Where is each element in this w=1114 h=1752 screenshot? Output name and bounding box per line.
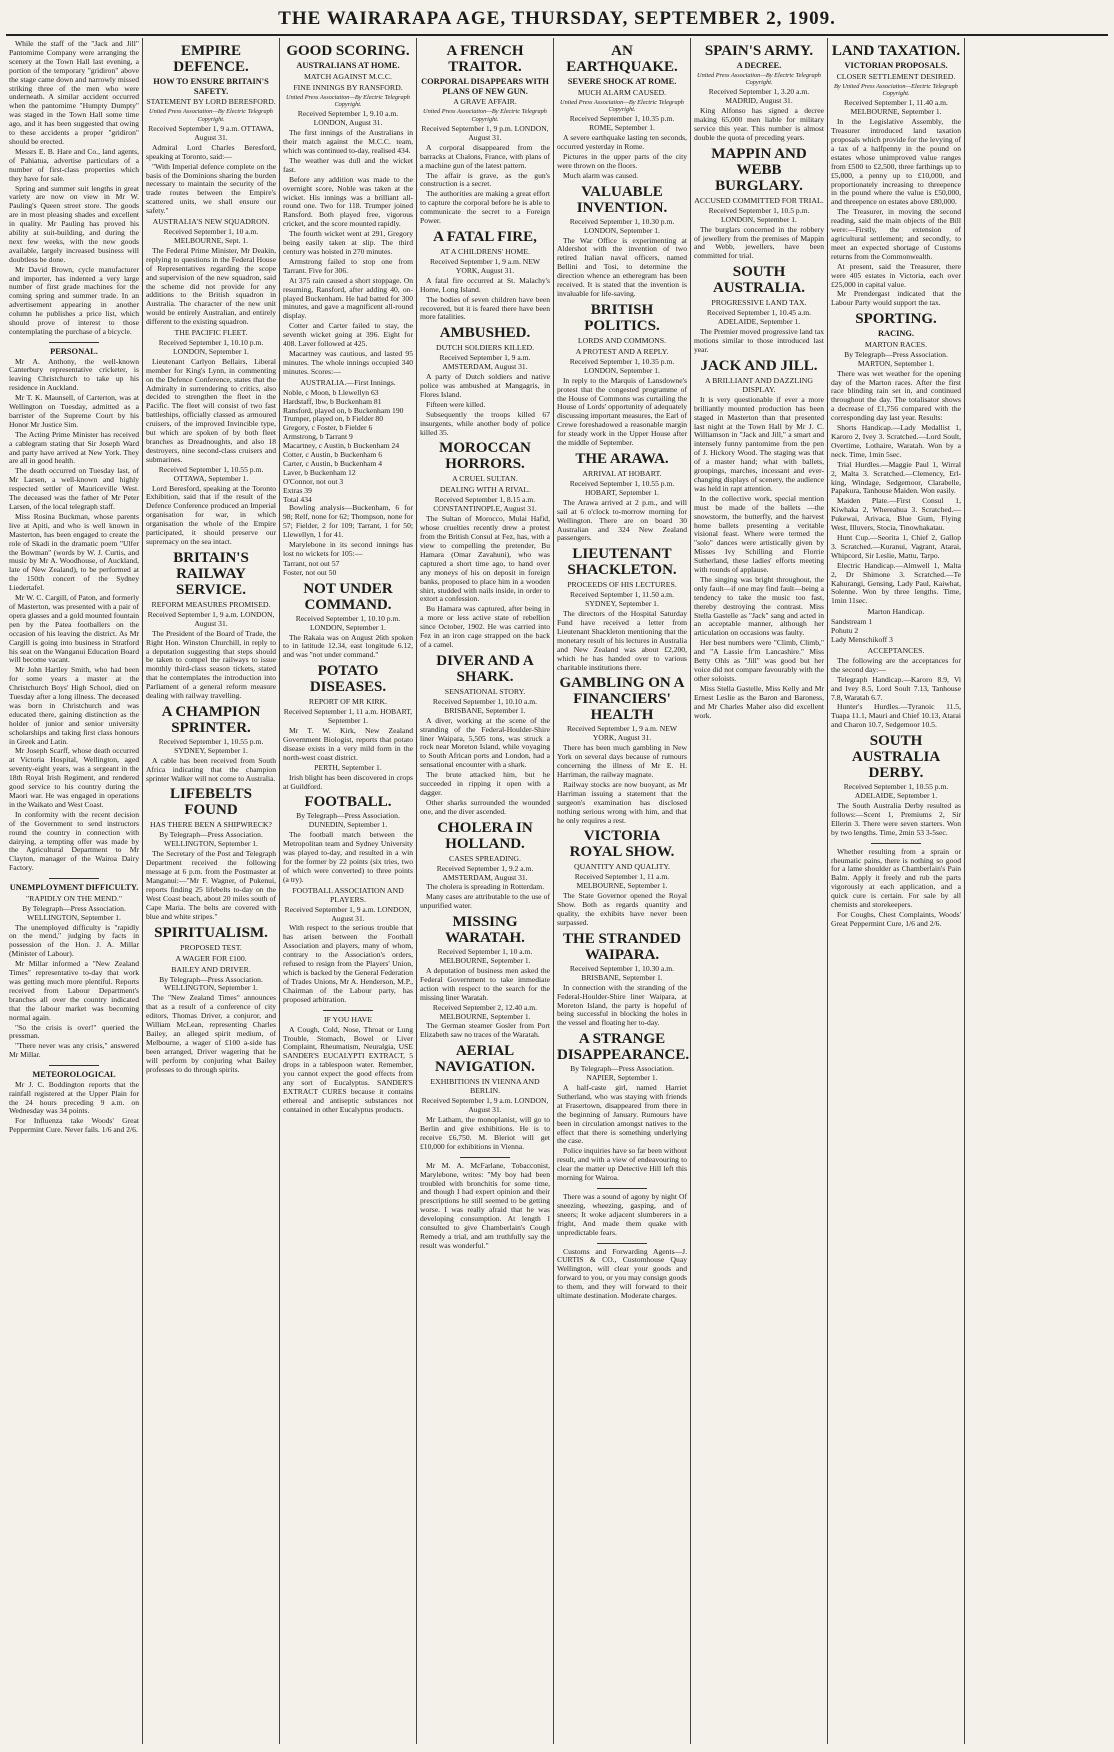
paragraph: Mr T. W. Kirk, New Zealand Government Biologist, reports that potato disease exists in a very mild form in the north-west coast district. — [283, 726, 413, 762]
dateline: Received September 1, 11 a.m. HOBART, September 1. — [283, 707, 413, 726]
columns-container — [6, 38, 1108, 1744]
paragraph: The "New Zealand Times" announces that as a result of a conference of city editors, Thomas Driver, a conjuror, and William McLean, representing Charles Bailey, an alleged spirit medium, of Melbourne, a wager of £100 a-side has been arranged, Driver wagering that he will perform by conjuring what Bailey professes to do through spirits. — [146, 993, 276, 1074]
paragraph: Telegraph Handicap.—Karoro 8.9, Vi and Ivey 8.5, Lord Soult 7.13, Tanhouse 7.8, Waratah 6.7. — [831, 674, 961, 702]
column-7 — [828, 38, 965, 1744]
dateline: Received September 1, 10.55 p.m. OTTAWA, September 1. — [158, 464, 264, 483]
subheading: A DECREE. — [736, 61, 782, 70]
dateline-credit: United Press Association—By Electric Telegraph Copyright. — [560, 98, 684, 113]
column-6 — [691, 38, 828, 1744]
paragraph: The burglars concerned in the robbery of jewellery from the premises of Mappin and Webb, jewellers, have been committed for trial. — [694, 224, 824, 261]
result-line: Gregory, c Foster, b Fielder 6 — [283, 423, 373, 433]
paragraph: For Influenza take Woods' Great Peppermint Cure. Never fails. 1/6 and 2/6. — [9, 1116, 139, 1135]
sub-subheading: REPORT OF MR KIRK. — [308, 697, 388, 707]
headline: FOOTBALL. — [304, 794, 392, 811]
separator — [597, 1188, 647, 1189]
headline: BRITISH POLITICS. — [584, 301, 660, 334]
paragraph: King Alfonso has signed a decree making 65,000 men liable for military service this year. This number is almost double the quota of preceding years. — [694, 106, 824, 142]
sub-subheading: A BRILLIANT AND DAZZLING DISPLAY. — [705, 375, 813, 394]
sub-subheading: THE PACIFIC FLEET. — [174, 328, 248, 338]
dateline: Received September 1, 10.35 p.m. LONDON, September 1. — [569, 356, 675, 375]
sub-subheading: HAS THERE BEEN A SHIPWRECK? — [149, 820, 272, 830]
paragraph: The cholera is spreading in Rotterdam. — [426, 882, 545, 892]
sub-subheading: Marton Handicap. — [867, 607, 925, 617]
paragraph: At present, said the Treasurer, there were 405 estates in Victoria, each over £25,000 in capital value. — [831, 261, 961, 289]
dateline: Received September 1, 9 a.m. OTTAWA, August 31. — [148, 124, 274, 142]
paragraph: The weather was dull and the wicket fast. — [283, 155, 413, 174]
sub-subheading: A GRAVE AFFAIR. — [453, 97, 517, 107]
column-1 — [6, 38, 143, 1744]
paragraph: A diver, working at the scene of the stranding of the Federal-Houlder-Shire liner Waipara, 5,505 tons, was struck a rock near Moreton Island, while voyaging to South African ports and London, had a sensational encounter with a shark. — [420, 715, 550, 770]
sub-subheading: AT A CHILDRENS' HOME. — [439, 246, 531, 256]
dateline: Received September 1, 10.10 a.m. BRISBANE, September 1. — [432, 696, 538, 715]
paragraph: The fourth wicket went at 291, Gregory being easily taken at slip. The third century was hoisted in 270 minutes. — [283, 229, 413, 256]
paragraph: "So the crisis is over!" queried the pressman. — [9, 1022, 139, 1041]
headline: A FRENCH TRAITOR. — [446, 43, 524, 75]
paragraph: For Coughs, Chest Complaints, Woods' Great Peppermint Cure, 1/6 and 2/6. — [831, 909, 961, 928]
paragraph: The Acting Prime Minister has received a cablegram stating that Sir Joseph Ward and party have arrived at New York. They are all in good health. — [9, 429, 139, 466]
sub-subheading: SENSATIONAL STORY. — [444, 686, 526, 696]
dateline: Received September 1, 10.55 p.m. ADELAIDE, September 1. — [843, 782, 949, 801]
headline: LIEUTENANT SHACKLETON. — [567, 546, 677, 579]
paragraph: "With Imperial defence complete on the basis of the Dominions sharing the burden necessary to maintain the security of the trade routes between the Empire's scattered units, we shall ensure our safety." — [146, 161, 276, 216]
dateline: Received September 1, 9 p.m. LONDON, August 31. — [421, 124, 549, 142]
paragraph: The Sultan of Morocco, Mulai Hafid, whose cruelties recently drew a protest from the British Consul at Fez, has, with a view to compelling the pretender, Bu Hamara (Omar Zavahuni), who was captured a short time ago, to hand over any moneys of his on deposit in foreign banks, proposed to place him in a wooden shirt, studded with nails inside, in order to extort a confession. — [420, 514, 550, 604]
paragraph: A Cough, Cold, Nose, Throat or Lung Trouble, Stomach, Bowel or Liver Complaint, Rheumatism, Neuralgia, USE SANDER'S EUCALYPTI EXTRACT, 5 drops in a tablespoon water. Remember, you cannot expect the good effects from any sort of Eucalyptus. SANDER'S EXTRACT CURES because it contains ethereal and antiseptic substances not contained in other Eucalyptus products. — [283, 1024, 413, 1114]
headline: LAND TAXATION. — [831, 43, 961, 59]
dateline: Received September 1, 10.5 p.m. LONDON, September 1. — [708, 205, 810, 224]
dateline: Received September 1, 3.20 a.m. MADRID, August 31. — [708, 87, 810, 106]
separator — [597, 1243, 647, 1244]
paragraph: A severe earthquake lasting ten seconds, occurred yesterday in Rome. — [557, 133, 687, 152]
headline: LIFEBELTS FOUND — [170, 786, 252, 819]
paragraph: Mr A. Anthony, the well-known Canterbury representative cricketer, is leaving Christchurch to take up his residence in Auckland. — [9, 356, 139, 393]
headline: CHOLERA IN HOLLAND. — [437, 819, 533, 852]
paragraph: The following are the acceptances for the second day:— — [831, 655, 961, 674]
paragraph: The War Office is experimenting at Aldershot with the invention of two retired Italian naval officers, named Bellini and Tosi, to determine the direction whence an etheregram has been received. It is stated that the invention is invaluable for life-saving. — [557, 235, 687, 298]
headline: EMPIRE DEFENCE. — [173, 43, 249, 75]
sub-subheading: ARRIVAL AT HOBART. — [582, 468, 662, 478]
paragraph: The football match between the Metropolitan team and Sydney University was played to-day, and resulted in a win for the former by 22 points (six tries, two of which were converted) to three points (a try). — [283, 830, 413, 884]
separator — [49, 1065, 99, 1066]
paragraph: The unemployed difficulty is "rapidly on the mend," judging by facts in possession of the Hon. J. A. Millar (Minister of Labour). — [9, 922, 139, 959]
sub-subheading: IF YOU HAVE — [323, 1014, 373, 1024]
headline: SPIRITUALISM. — [154, 924, 268, 941]
paragraph: The affair is grave, as the gun's construction is a secret. — [420, 170, 550, 189]
paragraph: The singing was bright throughout, the only fault—if one may find fault—being a tendency to take the music too fast, thereby destroying the contrast. Miss Stella Gastelle as "Jack" sang and acted in an acceptable manner, although her articulation on occasions was faulty. — [694, 574, 824, 638]
paragraph: Bu Hamara was captured, after being in a more or less active state of rebellion since October, 1902. He was carried into Fez in an iron cage strapped on the back of a camel. — [420, 604, 550, 649]
dateline: Received September 1, 11.50 a.m. SYDNEY, September 1. — [570, 590, 674, 609]
result-line: Total 434 — [283, 494, 312, 504]
sub-subheading: FINE INNINGS BY RANSFORD. — [293, 82, 403, 92]
headline: SPAIN'S ARMY. — [704, 43, 814, 59]
headline: POTATO DISEASES. — [309, 663, 387, 696]
subheading: VICTORIAN PROPOSALS. — [844, 61, 948, 70]
result-line: Armstrong, b Tarrant 9 — [283, 432, 353, 442]
paragraph: Mr Prendergast indicated that the Labour Party would support the tax. — [831, 289, 961, 308]
paragraph: A deputation of business men asked the Federal Government to take immediate action with respect to the search for the missing liner Waratah. — [420, 966, 550, 1002]
dateline-credit: United Press Association—By Electric Telegraph Copyright. — [286, 93, 410, 108]
paragraph: Armstrong failed to stop one from Tarrant. Five for 306. — [283, 256, 413, 275]
paragraph: Lieutenant Carlyon Bellairs, Liberal member for King's Lynn, in commenting on the Defence Conference, states that the Admiralty in surrendering to critics, also decided to strengthen the fleet in the Pacific. The fleet will consist of two fast battleships, officially classed as armoured cruisers, of the improved Invincible type, but which are spoken of by both fleet branches as Dreadnoughts, and also 18 destroyers, nine second-class cruisers and submarines. — [146, 356, 276, 464]
result-line: Ransford, played on, b Buckenham 190 — [283, 405, 404, 415]
paragraph: There was wet weather for the opening day of the Marton races. After the first race blinding rain set in, and continued throughout the day. The totalisator shows a decrease of £1,756 compared with the corresponding day last year. Results: — [831, 368, 961, 423]
result-line: Macartney, c Austin, b Buckenham 24 — [283, 441, 400, 451]
dateline: Received September 1, 9.2 a.m. AMSTERDAM, August 31. — [436, 863, 534, 882]
column-2 — [143, 38, 280, 1744]
sub-subheading: CLOSER SETTLEMENT DESIRED. — [836, 71, 956, 81]
dateline: Received September 1, 9 a.m. AMSTERDAM, August 31. — [439, 353, 531, 372]
dateline: Received September 1, 10.30 p.m. LONDON, September 1. — [569, 216, 675, 235]
column-5 — [554, 38, 691, 1744]
sub-subheading: MATCH AGAINST M.C.C. — [303, 71, 393, 81]
result-line: Sandstream 1 — [831, 617, 873, 627]
paragraph: Mr W. C. Cargill, of Paton, and formerly of Masterton, was presented with a pair of opera glasses and a gold mounted fountain pen by the Patea footballers on the occasion of his leaving the district. As Mr Cargill is going into business in Stratford his seat on the Wanganui Education Board will become vacant. — [9, 593, 139, 665]
subheading: PERSONAL. — [50, 346, 98, 356]
dateline: By Telegraph—Press Association. WELLINGTON, September 1. — [159, 830, 263, 849]
sub-subheading: A CRUEL SULTAN. — [452, 474, 518, 484]
dateline: PERTH, September 1. — [314, 762, 382, 772]
paragraph: The State Governor opened the Royal Show. Both as regards quantity and quality, the exhibits have never been surpassed. — [557, 891, 687, 927]
dateline: Received September 1, 9 a.m. NEW YORK, August 31. — [429, 256, 541, 275]
subheading: METEOROLOGICAL — [32, 1070, 116, 1080]
paragraph: Spring and summer suit lengths in great variety are now on view in Mr W. Pauling's Queen street store. The goods are in most pleasing shades and excellent in quality. Mr Pauling has proved his ability at suit-building, and during the next few weeks, with the new goods available, largely increased business will doubtless be done. — [9, 183, 139, 264]
sub-subheading: MUCH ALARM CAUSED. — [577, 87, 667, 97]
dateline: Received September 2, 12.40 a.m. MELBOURNE, September 1. — [432, 1002, 538, 1021]
dateline: Received September 1, 10.45 a.m. ADELAIDE, September 1. — [706, 308, 812, 327]
headline: THE STRANDED WAIPARA. — [563, 930, 681, 963]
sub-subheading: CASES SPREADING. — [449, 853, 521, 863]
dateline: By Telegraph—Press Association. NAPIER, September 1. — [570, 1064, 674, 1083]
paragraph: Subsequently the troops killed 67 insurgents, while another body of police killed 35. — [420, 409, 550, 437]
paragraph: In the Legislative Assembly, the Treasurer introduced land taxation proposals which provide for the levying of a tax of a halfpenny in the pound on estates whose unimproved value ranges from £500 to £2,500, three farthings up to £5,000, a penny up to £10,000, and proportionately increasing to threepence in the pound where the value is £50,000, and threepence on estates above £80,000. — [831, 117, 961, 207]
paragraph: It is very questionable if ever a more brilliantly mounted production has been staged in Masterton than that presented last night at the Town Hall by Mr J. C. Williamson in "Jack and Jill," a smart and intensely funny pantomime from the pen of J. Hickory Wood. The staging was that of a master hand; what with ballets, groupings, marches, incessant and ever-changing displays of scenery, the audience was held in rapt attention. — [694, 394, 824, 493]
sub-subheading: PROGRESSIVE LAND TAX. — [711, 298, 807, 308]
dateline: Received September 1, 10.35 p.m. ROME, September 1. — [569, 114, 675, 133]
subheading: SEVERE SHOCK AT ROME. — [567, 77, 677, 86]
separator — [49, 878, 99, 879]
sub-subheading: "RAPIDLY ON THE MEND." — [25, 893, 123, 903]
dateline: Received September 1, 9 a.m. LONDON, August 31. — [421, 1096, 549, 1115]
result-line: Extras 39 — [283, 485, 312, 495]
headline: NOT UNDER COMMAND. — [303, 580, 393, 613]
paragraph: Miss Stella Gastelle, Miss Kelly and Mr Ernest Leslie as the Baron and Baroness, and Mr Charles Maher also did excellent work. — [694, 683, 824, 720]
dateline: Received September 1, 9 a.m. NEW YORK, August 31. — [566, 724, 678, 743]
paragraph: While the staff of the "Jack and Jill" Pantomime Company were arranging the scenery at the Town Hall last evening, a portion of the temporary "gridiron" above the stage came down and narrowly missed striking three of the men who were underneath. A similar accident occurred when the pantomime "Humpty Dumpty" was staged in the Town Hall some time ago, and it has been suggested that owing to these accidents a proper "gridiron" should be erected. — [9, 39, 139, 146]
dateline: Received September 1, 10.55 p.m. SYDNEY, September 1. — [158, 736, 264, 755]
separator — [460, 1157, 510, 1158]
sub-subheading: QUANTITY AND QUALITY. — [574, 862, 670, 872]
sub-subheading: PROCEEDS OF HIS LECTURES. — [567, 580, 677, 590]
paragraph: Mr T. K. Maunsell, of Carterton, was at Wellington on Tuesday, admitted as a barrister of the Supreme Court by his Honor Mr Justice Sim. — [9, 393, 139, 429]
paragraph: A party of Dutch soldiers and native police was ambushed at Mangagris, in Flores Island. — [420, 372, 550, 399]
headline: DIVER AND A SHARK. — [436, 652, 534, 685]
sub-subheading: LORDS AND COMMONS. — [577, 335, 667, 345]
result-line: Lady Menschikoff 3 — [831, 635, 893, 645]
paragraph: Hunter's Hurdles.—Tyranoic 11.5, Tuapa 11.1, Mauri and Chief 10.13, Atarai and Charon 10.7, Sedgemoor 10.5. — [831, 702, 961, 730]
paragraph: Pictures in the upper parts of the city were thrown on the floors. — [557, 152, 687, 170]
paragraph: In the collective work, special mention must be made of the ballets —the snowstorm, the butterfly, and the harvest home ballets presenting a veritable visional feast. Where were termed the "solo" dances were artistically given by Misses Ivy Schilling and Florrie Sutherland, these ladies' efforts meeting with rounds of applause. — [694, 493, 824, 575]
paragraph: Admiral Lord Charles Beresford, speaking at Toronto, said:— — [146, 142, 276, 161]
headline: MAPPIN AND WEBB BURGLARY. — [711, 145, 807, 194]
headline: A FATAL FIRE, — [433, 228, 537, 245]
dateline: Received September 1, 11.40 a.m. MELBOURNE, September 1. — [844, 98, 948, 117]
sub-subheading: A WAGER FOR £100. — [175, 953, 247, 963]
dateline: Received September 1, 10.10 p.m. LONDON, September 1. — [295, 613, 401, 632]
paragraph: Cotter and Carter failed to stay, the seventh wicket going at 396. Eight for 408. Laver followed at 425. — [283, 321, 413, 349]
subheading: CORPORAL DISAPPEARS WITH PLANS OF NEW GUN. — [421, 77, 549, 96]
masthead: THE WAIRARAPA AGE, THURSDAY, SEPTEMBER 2, 1909. — [278, 8, 836, 29]
sub-subheading: ACCUSED COMMITTED FOR TRIAL. — [694, 195, 824, 205]
paragraph: The Federal Prime Minister, Mr Deakin, replying to questions in the Federal House of Representatives regarding the scope and supervision of the new squadron, said the scheme did not provide for any additions to the British squadron in Australia. The character of the new unit would be entirely Australian, and entirely different to the existing squadron. — [146, 245, 276, 327]
dateline: Received September 1, 9 a.m. LONDON, August 31. — [147, 609, 275, 628]
column-3 — [280, 38, 417, 1744]
headline: AN EARTHQUAKE. — [566, 43, 678, 75]
result-line: Pohutu 2 — [831, 626, 859, 636]
paragraph: Fifteen were killed. — [426, 399, 486, 409]
paragraph: Railway stocks are now buoyant, as Mr Harriman issuing a statement that the surgeon's examination has disclosed nothing serious wrong with him, and that he only requires a rest. — [557, 779, 687, 825]
paragraph: The death occurred on Tuesday last, of Mr Larsen, a well-known and highly respected settler of Mauriceville West. The deceased was the father of Mr Peter Larsen, of the local telegraph staff. — [9, 466, 139, 511]
headline: VALUABLE INVENTION. — [576, 183, 668, 216]
headline: BRITAIN'S RAILWAY SERVICE. — [173, 549, 249, 598]
headline: GAMBLING ON A FINANCIERS' HEALTH — [559, 675, 685, 724]
separator — [871, 843, 921, 844]
paragraph: The Premier moved progressive land tax motions similar to those introduced last year. — [694, 327, 824, 354]
dateline: By Telegraph—Press Association. WELLINGTON, September 1. — [22, 903, 126, 922]
paragraph: Macartney was cautious, and lasted 95 minutes. The whole innings occupied 340 minutes. Scores:— — [283, 348, 413, 376]
sub-subheading: DUTCH SOLDIERS KILLED. — [435, 343, 535, 353]
paragraph: Before any addition was made to the overnight score, Noble was taken at the wicket. His innings was a brilliant all-round one. Two for 118. Trumper joined Ransford. Both played free, vigorous cricket, and the score mounted rapidly. — [283, 174, 413, 229]
result-line: Tarrant, not out 57 — [283, 558, 340, 568]
paragraph: In conformity with the recent decision of the Government to send instructors round the country in connection with dairying, a tempting offer was made by the Agricultural Department to Mr Clayton, manager of the Wairoa Dairy Factory. — [9, 809, 139, 873]
dateline: Received September 1, 11 a.m. MELBOURNE, September 1. — [574, 872, 670, 891]
paragraph: The directors of the Hospital Saturday Fund have received a letter from Lieutenant Shackleton mentioning that the monetary result of his lectures in Australia and New Zealand was about £2,200, which he has handed over to various charitable institutions there. — [557, 609, 687, 672]
paragraph: At 375 rain caused a short stoppage. On resuming, Ransford, after adding 40, on-played Buckenham. He had batted for 300 minutes, and gave a magnificent all-round display. — [283, 275, 413, 321]
dateline: Received September 1, 9.10 a.m. LONDON, August 31. — [297, 109, 399, 128]
result-line: Foster, not out 50 — [283, 567, 337, 577]
paragraph: Marylebone in its second innings has lost no wickets for 105:— — [283, 540, 413, 558]
dateline: By Telegraph—Press Association. WELLINGTON, September 1. — [159, 974, 263, 993]
sub-subheading: REFORM MEASURES PROMISED. — [151, 599, 271, 609]
sub-subheading: MARTON RACES. — [864, 339, 928, 349]
paragraph: Trial Hurdles.—Maggie Paul 1, Wirral 2, Malta 3. Scratched.—Clemency, Erl-king, Windage, Sedgemoor, Clarabelle, Papakura, Tanhouse Maiden. Won easily. — [831, 459, 961, 496]
paragraph: Mr Latham, the monoplanist, will go to Berlin and give exhibitions. He is to receive £6,750. M. Bleriot will get £10,000 for exhibitions in Vienna. — [420, 1115, 550, 1151]
paragraph: Mr David Brown, cycle manufacturer and importer, has indented a very large number of first grade machines for the coming spring and summer trade. In an advertisement appearing in another column he publishes a price list, which should prove of interest to those contemplating the purchase of a bicycle. — [9, 264, 139, 336]
paragraph: Whether resulting from a sprain or rheumatic pains, there is nothing so good for a lame shoulder as Chamberlain's Pain Balm. Apply it freely and rub the parts vigorously at each application, and a quick cure is certain. For sale by all chemists and storekeepers. — [831, 846, 961, 910]
paragraph: Customs and Forwarding Agents—J. CURTIS & CO., Customhouse Quay Wellington, will clear your goods and forward to you, or you may consign goods to them, and they will forward to their ultimate destination. Moderate charges. — [557, 1246, 687, 1301]
sub-subheading: AUSTRALIA'S NEW SQUADRON. — [152, 217, 270, 227]
paragraph: The South Australia Derby resulted as follows:—Scent 1, Premiums 2, Sir Ellerin 3. There were seven starters. Won by two lengths. Time, 2min 53 3-5sec. — [831, 801, 961, 837]
sub-subheading: PROPOSED TEST. — [180, 942, 242, 952]
column-8 — [965, 38, 1102, 1744]
dateline: By Telegraph—Press Association. MARTON, September 1. — [844, 349, 948, 368]
subheading: HOW TO ENSURE BRITAIN'S SAFETY. — [153, 77, 269, 96]
paragraph: Mr Millar informed a "New Zealand Times" representative to-day that work was getting much more plentiful. Reports received from Labour Department's branches all over the country indicated that the labour market was becoming normal again. — [9, 959, 139, 1022]
paragraph: The bodies of seven children have been recovered, but it is feared there have been more fatalities. — [420, 294, 550, 322]
result-line: Trumper, played on, b Fielder 80 — [283, 414, 384, 424]
paragraph: Electric Handicap.—Almwell 1, Malta 2, Dr Shimone 3. Scratched.—Te Kahurangi, Gensing, Lady Paul, Kaiwhat, Solenne. Won by three lengths. Time, 1min 11sec. — [831, 560, 961, 606]
sub-subheading: BAILEY AND DRIVER. — [171, 964, 251, 974]
paragraph: Other sharks surrounded the wounded one, and the diver ascended. — [420, 797, 550, 816]
dateline: Received September 1, 10.55 p.m. HOBART, September 1. — [569, 478, 675, 497]
result-line: O'Connor, not out 3 — [283, 476, 344, 486]
paragraph: There was a sound of agony by night Of sneezing, wheezing, gasping, and of sneers; It woke adjacent slumberers in a fright, And made them quake with unpredictable fears. — [557, 1192, 687, 1237]
sub-subheading: FOOTBALL ASSOCIATION AND PLAYERS. — [292, 885, 404, 904]
headline: A CHAMPION SPRINTER. — [161, 703, 261, 736]
dateline: Received September 1, 8.15 a.m. CONSTANTINOPLE, August 31. — [433, 495, 537, 514]
paragraph: Lord Beresford, speaking at the Toronto Exhibition, said that if the result of the Defence Conference produced an Imperial organisation for war, in which organisation the whole of the Empire participated, it should preserve our supremacy on the sea intact. — [146, 483, 276, 546]
dateline: Received September 1, 10 a.m. MELBOURNE, September 1. — [437, 947, 533, 966]
headline: AMBUSHED. — [439, 325, 531, 342]
headline: A STRANGE DISAPPEARANCE. — [557, 1031, 690, 1064]
paragraph: The German steamer Gosler from Port Elizabeth saw no traces of the Waratah. — [420, 1021, 550, 1040]
paragraph: Mr Joseph Scarff, whose death occurred at Victoria Hospital, Wellington, aged seventy-eight years, was a sergeant in the 18th Royal Irish Regiment, and rendered good service to his country during the Maori war. He was engaged in operations in the Waikato and West Coast. — [9, 746, 139, 809]
paragraph: Her best numbers were "Climb, Climb," and "A Lassie fr'm Lancashire." Miss Betty Ohls as "Jill" was good but her voice did not compare favourably with the other soloists. — [694, 638, 824, 683]
paragraph: A cable has been received from South Africa indicating that the champion sprinter Walker will not come to Australia. — [146, 755, 276, 783]
result-line: Carter, c Austin, b Buckenham 4 — [283, 458, 383, 468]
headline: SOUTH AUSTRALIA DERBY. — [851, 733, 941, 782]
sub-subheading: DEALING WITH A RIVAL. — [439, 485, 531, 495]
paragraph: Mr John Hartley Smith, who had been for some years a master at the Christchurch Boys' High School, died on Tuesday after a long illness. The deceased was born in Christchurch and was educated there, gaining distinction as the holder of junior and senior university scholarships and taking first class honours in Greek and Latin. — [9, 665, 139, 746]
sub-subheading: AUSTRALIA.—First Innings. — [300, 377, 396, 387]
headline: SPORTING. — [855, 311, 937, 328]
paragraph: Mr M. A. McFarlane, Tobacconist, Marylebone, writes: "My boy had been troubled with bronchitis for some time, and though I had expert opinion and their prescriptions he still seemed to be getting worse. I was really afraid that he was developing consumption. At length I consulted to give Chamberlain's Cough Remedy a trial, and am truthfully say the result was wonderful." — [420, 1160, 550, 1250]
paragraph: Mr J. C. Boddington reports that the rainfall registered at the Upper Plain for the 24 hours preceding 9 a.m. on Wednesday was 34 points. — [9, 1079, 139, 1116]
headline: GOOD SCORING. — [286, 43, 410, 59]
paragraph: Miss Rosina Buckman, whose parents live at Apiti, and who is well known in Masterton, has been engaged to create the role of Skadi in the dramatic poem "Ulfer the Bowman" (words by W. J. Curtis, and music by Mr A. Woodhouse, of Auckland, late of New Zealand), to be performed at the 150th concert of the Sydney Liedertafel. — [9, 511, 139, 593]
result-line: Cotter, c Austin, b Buckenham 6 — [283, 450, 383, 460]
subheading: RACING. — [877, 329, 915, 339]
paragraph: The Treasurer, in moving the second reading, said the main objects of the Bill were:—Firstly, the extension of agricultural settlement; and secondly, to meet an expected shortage of Customs returns from the Commonwealth. — [831, 207, 961, 261]
dateline-credit: United Press Association—By Electric Telegraph Copyright. — [423, 108, 547, 123]
paragraph: The first innings of the Australians in their match against the M.C.C. team, which was continued to-day, realised 434. — [283, 128, 413, 156]
paragraph: A half-caste girl, named Harriet Sutherland, who was staying with friends at Frasertown, disappeared from there in the beginning of January. Rumours have been in circulation amongst natives to the effect that there is something underlying the case. — [557, 1083, 687, 1146]
column-4 — [417, 38, 554, 1744]
masthead-rule — [6, 34, 1108, 36]
result-line: Laver, b Buckenham 12 — [283, 467, 356, 477]
dateline: By Telegraph—Press Association. DUNEDIN, September 1. — [296, 811, 400, 830]
headline: SOUTH AUSTRALIA. — [712, 264, 806, 297]
subheading: UNEMPLOYMENT DIFFICULTY. — [9, 883, 139, 893]
paragraph: The President of the Board of Trade, the Right Hon. Winston Churchill, in reply to a deputation suggesting that steps should be taken to compel the railways to issue monthly third-class season tickets, stated that he contemplates the introduction into Parliament of a general reform measure dealing with railway travelling. — [146, 628, 276, 701]
dateline-credit: United Press Association—By Electric Telegraph Copyright. — [697, 71, 821, 86]
paragraph: There has been much gambling in New York on several days because of rumours concerning the illness of Mr E. H. Harriman, the railway magnate. — [557, 743, 687, 779]
sub-subheading: EXHIBITIONS IN VIENNA AND BERLIN. — [430, 1077, 540, 1096]
paragraph: The Rakaia was on August 26th spoken to in latitude 12.34, east longitude 6.12, and was "not under command." — [283, 632, 413, 660]
sub-subheading: A PROTEST AND A REPLY. — [575, 346, 669, 356]
dateline: Received September 1, 9 a.m. LONDON, August 31. — [284, 904, 412, 923]
paragraph: Many cases are attributable to the use of unpurified water. — [420, 892, 550, 911]
dateline-credit: United Press Association—By Electric Telegraph Copyright. — [149, 108, 273, 123]
paragraph: In connection with the stranding of the Federal-Houlder-Shire liner Waipara, at Moreton Island, the party is hopeful of being successful in blocking the holes in the vessel and floating her to-day. — [557, 982, 687, 1028]
separator — [49, 342, 99, 343]
paragraph: In reply to the Marquis of Lansdowne's protest that the congested programme of the House of Commons was curtailing the House of Lords' opportunity of adequately discussing important measures, the Earl of Crewe foreshadowed a reasonable margin for steady work in the Upper House after the middle of September. — [557, 375, 687, 448]
paragraph: Irish blight has been discovered in crops at Guildford. — [283, 772, 413, 791]
paragraph: Messrs E. B. Hare and Co., land agents, of Pahiatua, advertise particulars of a number of first-class properties which they have for sale. — [9, 146, 139, 183]
paragraph: Bowling analysis—Buckenham, 6 for 98; Relf, none for 62; Thompson, none for 57; Fielder, 2 for 109; Tarrant, 1 for 50; Llewellyn, 1 for 41. — [283, 503, 413, 540]
headline: THE ARAWA. — [575, 450, 669, 467]
paragraph: Police inquiries have so far been without result, and with a view of endeavouring to clear the matter up Detective Hill left this morning for Wairoa. — [557, 1146, 687, 1183]
sub-subheading: STATEMENT BY LORD BERESFORD. — [146, 97, 276, 107]
headline: AERIAL NAVIGATION. — [435, 1043, 535, 1076]
paragraph: Much alarm was caused. — [563, 170, 639, 180]
result-line: Noble, c Moon, b Llewellyn 63 — [283, 387, 379, 397]
paragraph: The brute attacked him, but he succeeded in ripping it open with a dagger. — [420, 770, 550, 797]
paragraph: The authorities are making a great effort to capture the corporal before he is able to communicate the secret to a Foreign Power. — [420, 189, 550, 226]
result-line: Hardstaff, lbw, b Buckenham 81 — [283, 396, 382, 406]
paragraph: A fatal fire occurred at St. Malachy's Home, Long Island. — [420, 275, 550, 294]
separator — [323, 1010, 373, 1011]
subheading: AUSTRALIANS AT HOME. — [296, 61, 400, 70]
headline: VICTORIA ROYAL SHOW. — [569, 828, 675, 861]
dateline: Received September 1, 10.30 a.m. BRISBANE, September 1. — [569, 963, 675, 982]
headline: JACK AND JILL. — [700, 357, 818, 374]
paragraph: The Arawa arrived at 2 p.m., and will sail at 6 o'clock to-morrow morning for Wellington. There are on board 30 Australian and 324 New Zealand passengers. — [557, 497, 687, 543]
headline: MISSING WARATAH. — [445, 914, 525, 947]
paragraph: Maiden Plate.—First Consul 1, Kiwhaka 2, Whereahua 3. Scratched.—Pukewai, Arivaca, Blue Gum, Flying West, Illuvers, Stocia, Tinowhakatau. — [831, 496, 961, 533]
dateline: Received September 1, 10 a.m. MELBOURNE, Sept. 1. — [163, 227, 259, 245]
headline: MOROCCAN HORRORS. — [439, 440, 531, 473]
paragraph: "There never was any crisis," answered Mr Millar. — [9, 1041, 139, 1060]
dateline: Received September 1, 10.10 p.m. LONDON, September 1. — [158, 338, 264, 356]
paragraph: Hunt Cup.—Seorita 1, Chief 2, Gallop 3. Scratched.—Kuranui, Vagrant, Atarai, Whipcord, Sir Leslie, Mattu, Tarpo. — [831, 532, 961, 560]
paragraph: With respect to the serious trouble that has arisen between the Football Association and players, many of whom, contrary to the Association's orders, refused to resign from the Players' Union, which is backed by the General Federation of Trades Unions, Mr A. Henderson, M.P., Chairman of the Labour party, has proposed arbitration. — [283, 923, 413, 1004]
paragraph: Shorts Handicap.—Lady Medallist 1, Karoro 2, Ivey 3. Scratched.—Lord Soult, Overtime, Lothaire, Waratah. Won by a neck. Time, 1min 5sec. — [831, 423, 961, 459]
paragraph: The Secretary of the Post and Telegraph Department received the following message at 6 p.m. from the Postmaster at Manganui:—"Mr F. Wagner, of Pukenui, reports finding 25 lifebelts to-day on the West Coast beach, about 20 miles south of Cape Maria. The belts are covered with blue and white stripes." — [146, 849, 276, 921]
paragraph: A corporal disappeared from the barracks at Chalons, France, with plans of a machine gun of the latest pattern. — [420, 142, 550, 170]
sub-subheading: ACCEPTANCES. — [867, 645, 925, 655]
dateline-credit: By United Press Association—Electric Telegraph Copyright. — [834, 82, 958, 97]
